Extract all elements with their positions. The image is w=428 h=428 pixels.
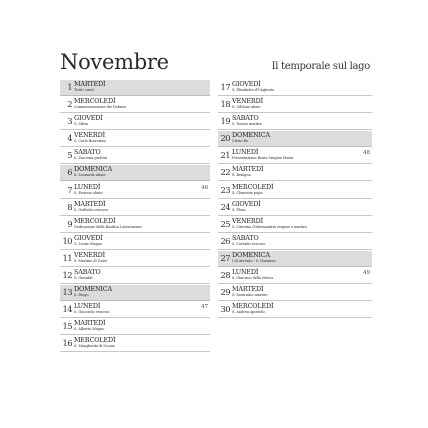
day-row <box>218 234 372 250</box>
day-number: 2 <box>67 99 72 110</box>
weekday-name: VENERDÌ <box>232 216 263 225</box>
day-number: 29 <box>220 287 230 298</box>
day-row <box>218 200 372 216</box>
day-row <box>60 200 210 216</box>
day-number: 22 <box>220 167 230 178</box>
day-row <box>60 80 210 96</box>
days-column-left <box>60 80 210 354</box>
weekday-name: VENERDÌ <box>232 97 263 106</box>
day-number: 27 <box>220 252 230 263</box>
weekday-name: MERCOLEDÌ <box>232 302 274 311</box>
weekday-name: SABATO <box>232 114 259 123</box>
day-row <box>218 285 372 301</box>
weekday-name: LUNEDÌ <box>74 182 101 191</box>
weekday-name: GIOVEDÌ <box>232 80 261 88</box>
painting-title: Il temporale sul lago <box>271 61 370 72</box>
saint-name: Cristo Re <box>232 139 249 144</box>
day-row <box>218 165 372 181</box>
saint-name: S. Flora <box>232 207 246 212</box>
day-row <box>60 319 210 335</box>
week-number: 47 <box>201 304 208 311</box>
day-row <box>60 131 210 147</box>
day-number: 14 <box>62 304 72 315</box>
day-row <box>218 80 372 96</box>
day-number: 5 <box>67 150 72 161</box>
day-number: 10 <box>62 235 72 246</box>
saint-name: S. Andrea apostolo <box>232 310 265 315</box>
day-number: 19 <box>220 116 230 127</box>
weekday-name: MARTEDÌ <box>232 165 264 174</box>
weekday-name: LUNEDÌ <box>232 268 259 277</box>
days-column-right <box>218 80 372 319</box>
day-row <box>218 114 372 130</box>
saint-name: S. Oddone abate <box>232 105 261 110</box>
weekday-name: SABATO <box>74 268 101 277</box>
weekday-name: MERCOLEDÌ <box>232 182 274 191</box>
saint-name: Tutti i santi <box>74 88 94 92</box>
day-row <box>218 148 372 164</box>
day-number: 9 <box>67 218 72 229</box>
day-number: 6 <box>67 167 72 178</box>
weekday-name: MARTEDÌ <box>74 80 106 88</box>
saint-name: S. Diego <box>74 293 89 298</box>
week-number: 48 <box>363 150 370 157</box>
day-row <box>60 97 210 113</box>
day-row <box>60 251 210 267</box>
day-row <box>218 251 372 267</box>
weekday-name: SABATO <box>232 233 259 242</box>
weekday-name: DOMENICA <box>232 131 270 140</box>
saint-name: S. Giacomo della Marca <box>232 276 274 281</box>
saint-name: S. Zaccaria profeta <box>74 156 107 161</box>
weekday-name: MARTEDÌ <box>74 199 106 208</box>
day-number: 20 <box>220 133 230 144</box>
weekday-name: MARTEDÌ <box>74 319 106 328</box>
week-number: 46 <box>201 184 208 191</box>
day-row <box>60 148 210 164</box>
week-number: 49 <box>363 270 370 277</box>
month-title: Novembre <box>60 50 169 74</box>
weekday-name: GIOVEDÌ <box>74 114 103 123</box>
day-number: 30 <box>220 304 230 315</box>
weekday-name: GIOVEDÌ <box>74 233 103 242</box>
day-number: 26 <box>220 235 230 246</box>
day-row <box>60 217 210 233</box>
day-number: 15 <box>62 321 72 332</box>
saint-name: S. Elisabetta d'Ungheria <box>232 88 275 92</box>
weekday-name: MERCOLEDÌ <box>74 336 116 345</box>
day-number: 1 <box>67 82 72 92</box>
saint-name: S. Ernesto abate <box>74 190 103 195</box>
weekday-name: MERCOLEDÌ <box>74 97 116 106</box>
day-number: 21 <box>220 150 230 161</box>
saint-name: I di Avvento - S. Massimo <box>232 258 276 263</box>
weekday-name: MARTEDÌ <box>232 285 264 294</box>
saint-name: S. Silvia <box>74 122 88 127</box>
day-number: 18 <box>220 99 230 110</box>
weekday-name: DOMENICA <box>74 285 112 294</box>
saint-name: S. Margherita di Scozia <box>74 344 115 349</box>
day-number: 4 <box>67 133 72 144</box>
day-row <box>60 285 210 301</box>
saint-name: S. Giosafat <box>74 276 93 281</box>
day-number: 28 <box>220 270 230 281</box>
saint-name: S. Giocondo vescovo <box>74 310 110 315</box>
day-row <box>60 114 210 130</box>
day-row <box>60 268 210 284</box>
day-row <box>218 268 372 284</box>
day-row <box>218 131 372 147</box>
weekday-name: MERCOLEDÌ <box>74 216 116 225</box>
saint-name: S. Martino di Tours <box>74 258 108 263</box>
saint-name: S. Alberto Magno <box>74 327 105 332</box>
saint-name: S. Leone Magno <box>74 241 103 246</box>
weekday-name: SABATO <box>74 148 101 157</box>
saint-name: S. Goffredo vescovo <box>74 207 109 212</box>
day-number: 25 <box>220 218 230 229</box>
day-row <box>60 302 210 318</box>
day-number: 23 <box>220 184 230 195</box>
saint-name: S. Caterina d'Alessandria vergine e martire <box>232 224 307 229</box>
saint-name: Commemorazione dei Defunti <box>74 105 126 110</box>
day-number: 13 <box>62 287 72 298</box>
day-number: 12 <box>62 270 72 281</box>
saint-name: S. Fausto martire <box>232 122 262 127</box>
saint-name: S. Carlo Borromeo <box>74 139 107 144</box>
weekday-name: LUNEDÌ <box>74 302 101 311</box>
day-row <box>218 217 372 233</box>
weekday-name: VENERDÌ <box>74 250 105 259</box>
weekday-name: DOMENICA <box>74 165 112 174</box>
day-row <box>60 183 210 199</box>
saint-name: Dedicazione della Basilica Lateranense <box>74 224 142 229</box>
day-number: 7 <box>67 184 72 195</box>
day-row <box>60 165 210 181</box>
day-number: 17 <box>220 82 230 92</box>
saint-name: S. Saturnino martire <box>232 293 268 298</box>
saint-name: Presentazione Beata Vergine Maria <box>232 156 294 161</box>
day-row <box>60 234 210 250</box>
day-row <box>218 97 372 113</box>
weekday-name: GIOVEDÌ <box>232 199 261 208</box>
weekday-name: DOMENICA <box>232 250 270 259</box>
day-number: 11 <box>62 252 72 263</box>
saint-name: S. Leonardo abate <box>74 173 106 178</box>
day-number: 8 <box>67 201 72 212</box>
weekday-name: LUNEDÌ <box>232 148 259 157</box>
saint-name: S. Corrado vescovo <box>232 241 266 246</box>
day-row <box>218 183 372 199</box>
day-row <box>60 336 210 352</box>
day-number: 3 <box>67 116 72 127</box>
saint-name: S. Benigno <box>232 173 251 178</box>
weekday-name: VENERDÌ <box>74 131 105 140</box>
day-number: 24 <box>220 201 230 212</box>
day-row <box>218 302 372 318</box>
day-number: 16 <box>62 338 72 349</box>
saint-name: S. Clemente papa <box>232 190 263 195</box>
